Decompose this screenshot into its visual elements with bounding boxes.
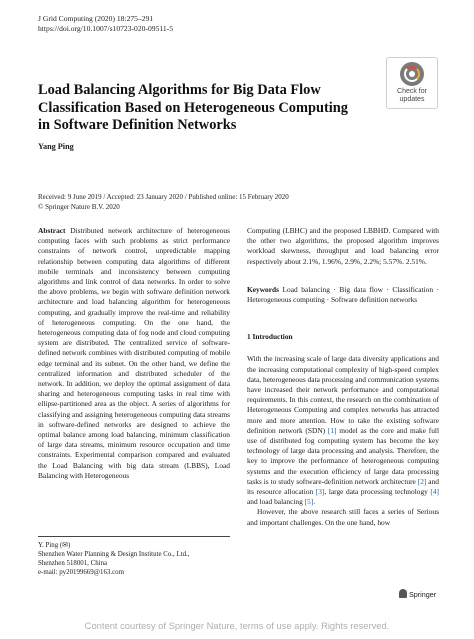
doi-link[interactable]: https://doi.org/10.1007/s10723-020-09511-5	[38, 24, 174, 33]
springer-logo	[399, 589, 436, 599]
publication-dates	[38, 193, 289, 212]
abstract-paragraph	[38, 226, 230, 481]
citation-link-2[interactable]: [2]	[417, 476, 427, 486]
section-heading-introduction: 1 Introduction	[247, 332, 293, 342]
check-for-updates-badge[interactable]	[386, 57, 438, 109]
citation-link-1[interactable]: [1]	[327, 425, 337, 435]
citation-link-3[interactable]: [3]	[315, 487, 325, 497]
abstract-continued: Computing (LBHC) and the proposed LBBHD. Compared with the other two algorithms, the proposed algorithm improves workload skewness, throughput and load balancing error respectively about 2.1%, 1.96%, 2.9%, 2.2%; 5.57%. 2.51%.	[247, 226, 439, 266]
abstract-text: Distributed network architecture of heterogeneous computing faces with such problems as strict performance constraints of network control, unpredictable mapping relationship between computing data algorithms of different mobile terminals and inconsistency between computing algorithms and link control of data networks. In order to solve the above problems, we begin with software definition network architecture and load balancing algorithm for heterogeneous computing, and gradually improve the real-time and reliability of heterogeneous computing. On the one hand, the heterogeneous computing data of fog node and cloud computing system are distributed. The centralized service of software-defined network combines with distributed computing of mobile edge terminal and its subnet. On the other hand, we define the centralized information and distributed scheduler of the network. In addition, we deploy the optimal assignment of data sharing and heterogeneous computing tasks in real time with ellipse-partitioned area as the object. A series of algorithms for classifying and assigning heterogeneous computing data streams in software-defined networks are designed to achieve the optimal balance among load balancing, minimum classification of large data streams, minimum resource occupation and time constraints. Experimental comparison compared and evaluated the Load Balancing with big data stream (LBBS), Load Balancing with Heterogeneous	[38, 226, 231, 480]
affiliation-author: Y. Ping (✉)	[38, 542, 71, 549]
badge-line-2: updates	[399, 96, 425, 103]
copyright-line: © Springer Nature B.V. 2020	[38, 202, 120, 211]
citation-link-5[interactable]: [5]	[304, 497, 314, 507]
badge-line-1: Check for	[397, 88, 427, 95]
keywords-label: Keywords	[247, 284, 280, 294]
abstract-label: Abstract	[38, 226, 66, 235]
springer-horse-icon	[399, 589, 407, 598]
keywords-paragraph	[247, 285, 439, 305]
intro-paragraph-2: However, the above research still faces a series of Serious and important challenges. On the one hand, how	[247, 507, 439, 527]
crossmark-icon	[400, 62, 424, 86]
left-column	[38, 226, 230, 481]
intro-paragraph-1: With the increasing scale of large data diversity applications and the increasing computational complexity of high-speed complex data, heterogeneous data processing and communication systems have increased their network performance and computational requirements. In this context, the research on the combination of Heterogeneous Computing and complex networks has attracted more and more attention. How to take the existing software definition network (SDN) [1] model as the core and make full use of distributed fog computing system has become the key technology of large data processing and analysis. Therefore, the key to improve the performance of heterogeneous computing systems and the execution efficiency of large data processing tasks is to study software-definition network architecture [2] and its resource allocation [3], large data processing technology [4] and load balancing [5].	[247, 354, 440, 507]
springer-label: Springer	[409, 590, 437, 599]
right-column	[247, 226, 439, 528]
affiliation-email[interactable]: e-mail: py20199669@163.com	[38, 569, 124, 576]
author-name: Yang Ping	[38, 142, 74, 151]
article-title: Load Balancing Algorithms for Big Data Flow Classification Based on Heterogeneous Computing in Software Definition Networks	[38, 82, 348, 133]
affiliation-org: Shenzhen Water Planning & Design Institute Co., Ltd.,	[38, 551, 190, 558]
courtesy-notice: Content courtesy of Springer Nature, terms of use apply. Rights reserved.	[84, 620, 390, 631]
affiliation-city: Shenzhen 518001, China	[38, 560, 108, 567]
journal-citation: J Grid Computing (2020) 18:275–291	[38, 14, 154, 23]
keywords-text: Load balancing · Big data flow · Classification · Heterogeneous computing · Software definition networks	[247, 284, 439, 305]
author-affiliation	[38, 536, 230, 577]
history-dates: Received: 9 June 2019 / Accepted: 23 January 2020 / Published online: 15 February 2020	[38, 193, 289, 201]
journal-header	[38, 14, 173, 34]
citation-link-4[interactable]: [4]	[430, 487, 440, 497]
